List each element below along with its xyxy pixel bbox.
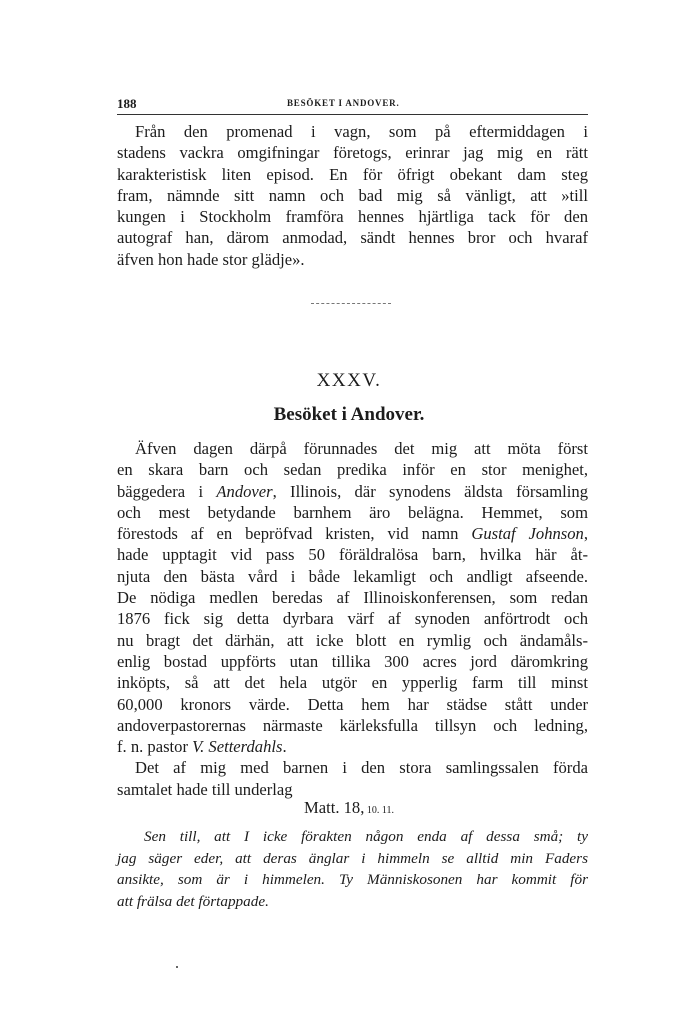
main-paragraph (117, 438, 588, 800)
text-segment: . (282, 737, 287, 757)
scripture-citation (0, 798, 698, 818)
text-line: inköpts, så att det hela utgör en ypperlig farm till minst (117, 673, 588, 693)
text-line: Det af mig med barnen i den stora samlingssalen förda (135, 758, 588, 778)
text-line: äfven hon hade stor glädje». (117, 249, 305, 269)
person-name: Gustaf Johnson (471, 524, 584, 544)
text-segment: förestods af en bepröfvad kristen, vid namn (117, 524, 472, 544)
text-line: hade upptagit vid pass 50 föräldralösa barn, hvilka här åt- (117, 545, 588, 565)
text-line: karakteristisk liten episod. En för öfrigt obekant dam steg (117, 164, 588, 184)
chapter-title: Besöket i Andover. (273, 404, 425, 425)
text-line: 60,000 kronors värde. Detta hem har städse stått under (117, 694, 588, 714)
running-head: BESÖKET I ANDOVER. (287, 98, 400, 108)
top-paragraph (117, 121, 588, 270)
text-line: kungen i Stockholm framföra hennes hjärtliga tack för den (117, 207, 588, 227)
text-line (117, 481, 588, 502)
text-line: autograf han, därom anmodad, sändt hennes bror och hvaraf (117, 228, 588, 248)
person-name: V. Setterdahls (192, 737, 283, 757)
quote-line: Sen till, att I icke förakten någon enda af dessa små; ty (144, 828, 588, 845)
quote-line: att frälsa det förtappade. (117, 892, 269, 910)
quote-line: jag säger eder, att deras änglar i himmeln se alltid min Faders (117, 849, 588, 867)
text-line: samtalet hade till underlag (117, 779, 293, 799)
text-line: stadens vackra omgifningar företogs, erinrar jag mig en rätt (117, 143, 588, 163)
chapter-number: XXXV. (316, 370, 382, 391)
text-segment: , Illinois, där synodens äldsta församling (272, 481, 588, 501)
text-line: enlig bostad uppförts utan tillika 300 acres jord däromkring (117, 651, 588, 671)
text-segment: f. n. pastor (117, 737, 193, 757)
header-rule (117, 114, 588, 115)
place-name: Andover (216, 481, 273, 501)
text-line: Från den promenad i vagn, som på eftermiddagen i (135, 122, 588, 141)
text-line: De nödiga medlen beredas af Illinoiskonferensen, som redan (117, 588, 588, 608)
text-line: Äfven dagen därpå förunnades det mig att möta först (135, 439, 588, 458)
text-line: och mest betydande barnhem äro belägna. Hemmet, som (117, 502, 588, 522)
text-line: njuta den bästa vård i både lekamligt och andligt afseende. (117, 566, 588, 586)
text-line: 1876 fick sig detta dyrbara värf af synoden anförtrodt och (117, 609, 588, 629)
scripture-quote (117, 826, 588, 912)
section-separator (311, 303, 391, 304)
text-line: nu bragt det därhän, att icke blott en rymlig och ändamåls- (117, 630, 588, 650)
quote-line: ansikte, som är i himmelen. Ty Människosonen har kommit för (117, 871, 588, 888)
text-line: andoverpastorernas närmaste kärleksfulla tillsyn och ledning, (117, 715, 588, 735)
text-line (117, 523, 588, 544)
text-line: fram, nämnde sitt namn och bad mig så vänligt, att »till (117, 185, 588, 205)
text-segment: , (583, 524, 588, 544)
text-line: en skara barn och sedan predika inför en stor menighet, (117, 460, 588, 480)
citation-main: Matt. 18, (303, 798, 365, 817)
page-number: 188 (117, 96, 137, 111)
print-speck (176, 966, 178, 968)
text-segment: bäggedera i (117, 481, 217, 501)
citation-verses: 10. 11. (364, 805, 395, 816)
text-line (117, 736, 588, 757)
